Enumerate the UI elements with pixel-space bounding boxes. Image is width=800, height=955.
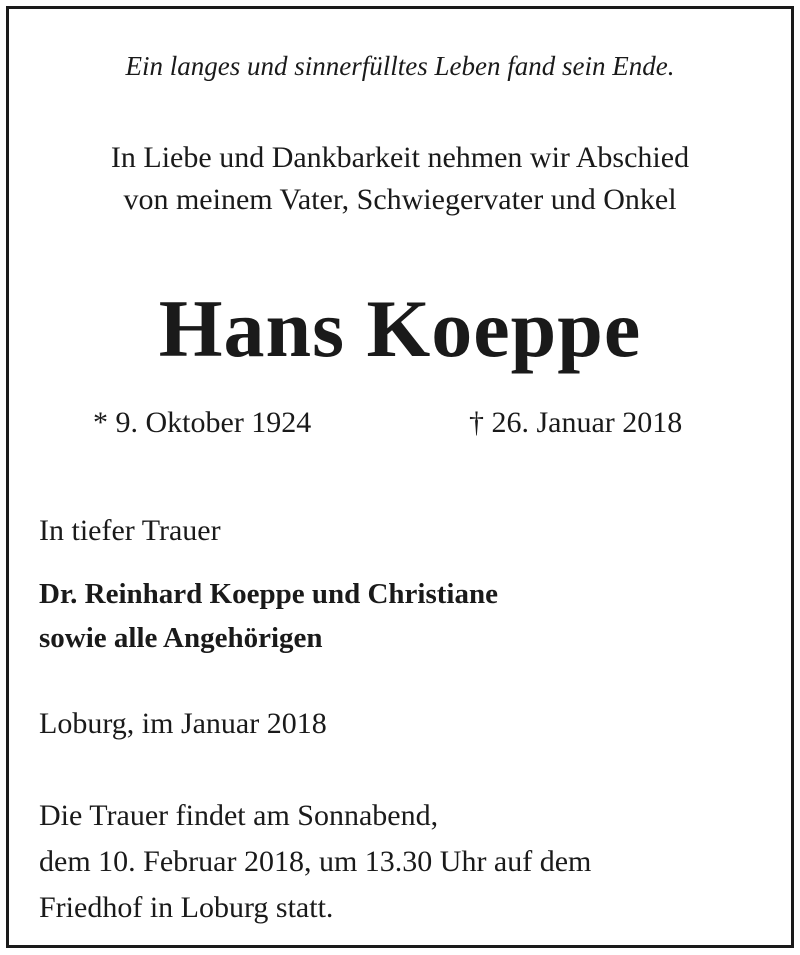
place-date: Loburg, im Januar 2018 <box>39 707 327 740</box>
deceased-name: Hans Koeppe <box>158 283 642 374</box>
death-date: † 26. Januar 2018 <box>469 406 683 439</box>
service-line: Die Trauer findet am Sonnabend, <box>39 799 439 832</box>
motto: Ein langes und sinnerfülltes Leben fand sein Ende. <box>125 51 675 81</box>
family-line: Dr. Reinhard Koeppe und Christiane <box>39 578 498 610</box>
intro-line: In Liebe und Dankbarkeit nehmen wir Abschied <box>110 141 690 174</box>
birth-date: * 9. Oktober 1924 <box>93 406 312 439</box>
service-line: Friedhof in Loburg statt. <box>39 891 334 924</box>
obituary-frame <box>6 6 794 948</box>
mourning-line: In tiefer Trauer <box>39 514 221 547</box>
family-line: sowie alle Angehörigen <box>39 622 323 654</box>
intro-line: von meinem Vater, Schwiegervater und Onkel <box>123 183 677 216</box>
service-line: dem 10. Februar 2018, um 13.30 Uhr auf dem <box>39 845 592 878</box>
family-names <box>39 572 779 660</box>
service-info <box>39 793 779 931</box>
intro-text <box>9 137 791 221</box>
